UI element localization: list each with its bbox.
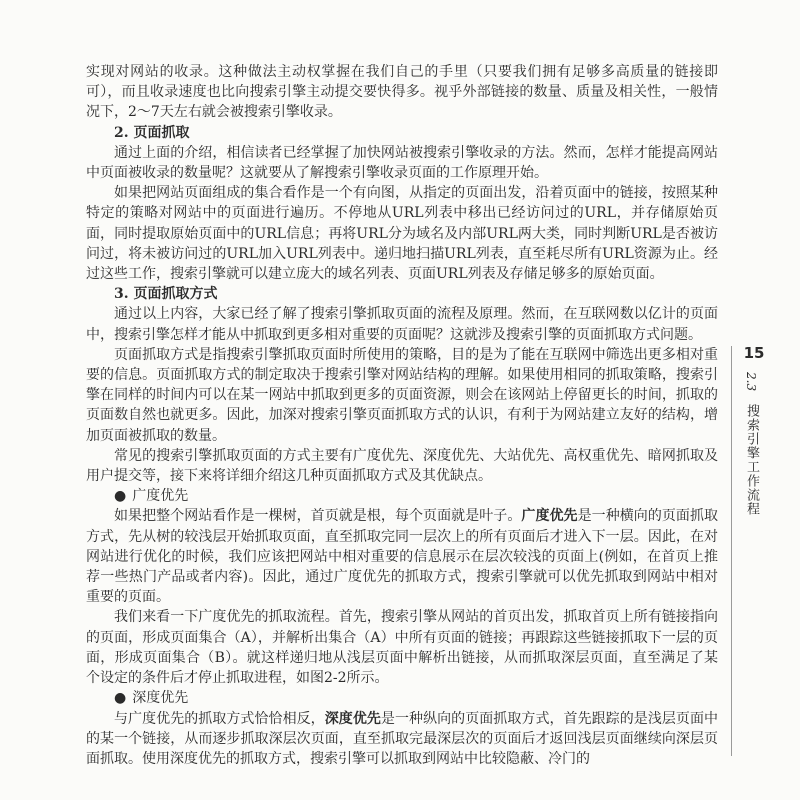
paragraph bbox=[86, 709, 718, 770]
paragraph: 常见的搜索引擎抓取页面的方式主要有广度优先、深度优先、大站优先、高权重优先、暗网抓取及用户提交等，接下来将详细介绍这几种页面抓取方式及其优缺点。 bbox=[86, 447, 718, 485]
paragraph: 我们来看一下广度优先的抓取流程。首先，搜索引擎从网站的首页出发，抓取首页上所有链接指向的页面，形成页面集合（A），并解析出集合（A）中所有页面的链接；再跟踪这些链接抓取下一层的页面，形成页面集合（B）。就这样递归地从浅层页面中解析出链接，从而抓取深层页面，直至满足了某个设定的条件后才停止抓取进程，如图2-2所示。 bbox=[86, 609, 718, 687]
bullet-icon: ● bbox=[114, 488, 127, 505]
bold-term: 广度优先 bbox=[521, 508, 578, 525]
running-section-number: 2.3 bbox=[744, 372, 758, 392]
paragraph: 通过以上内容，大家已经了解了搜索引擎抓取页面的流程及原理。然而，在互联网数以亿计的页面中，搜索引擎怎样才能从中抓取到更多相对重要的页面呢？这就涉及搜索引擎的页面抓取方式问题。 bbox=[86, 306, 718, 343]
bullet-icon: ● bbox=[114, 690, 127, 707]
paragraph-text: 如果把整个网站看作是一棵树，首页就是根，每个页面就是叶子。 bbox=[114, 508, 522, 525]
running-section-title: 搜索引擎工作流程 bbox=[744, 404, 759, 516]
page-number: 15 bbox=[743, 344, 765, 362]
bullet-heading-text: 深度优先 bbox=[132, 690, 189, 707]
paragraph-text: 与广度优先的抓取方式恰恰相反， bbox=[114, 710, 325, 727]
paragraph-text: 是一种横向的页面抓取方式，先从树的较浅层开始抓取页面，直至抓取完同一层次上的所有页面后才进入下一层。因此，在对网站进行优化的时候，我们应该把网站中相对重要的信息展示在层次较浅的页面上(例如，在首页上推荐一些热门产品或者内容)。因此，通过广度优先的抓取方式，搜索引擎就可以优先抓取到网站中相对重要的页面。 bbox=[86, 508, 719, 606]
bullet-heading bbox=[86, 688, 718, 708]
paragraph: 如果把网站页面组成的集合看作是一个有向图，从指定的页面出发，沿着页面中的链接，按照某种特定的策略对网站中的页面进行遍历。不停地从URL列表中移出已经访问过的URL，并存储原始页面，同时提取原始页面中的URL信息；再将URL分为域名及内部URL两大类，同时判断URL是否被访问过，将未被访问过的URL加入URL列表中。递归地扫描URL列表，直至耗尽所有URL资源为止。经过这些工作，搜索引擎就可以建立庞大的域名列表、页面URL列表及存储足够多的原始页面。 bbox=[86, 185, 718, 283]
bullet-heading-text: 广度优先 bbox=[132, 488, 189, 505]
paragraph-text: 是一种纵向的页面抓取方式，首先跟踪的是浅层页面中的某一个链接，从而逐步抓取深层次页面，直至抓取完最深层次的页面后才返回浅层页面继续向深层页面抓取。使用深度优先的抓取方式，搜索引擎可以抓取到网站中比较隐蔽、冷门的 bbox=[86, 710, 719, 767]
bullet-heading bbox=[86, 486, 718, 506]
section-heading: 3. 页面抓取方式 bbox=[114, 286, 218, 303]
margin-rule bbox=[731, 346, 732, 756]
paragraph: 实现对网站的收录。这种做法主动权掌握在我们自己的手里（只要我们拥有足够多高质量的链接即可），而且收录速度也比向搜索引擎主动提交要快得多。视乎外部链接的数量、质量及相关性，一般情况下，2～7天左右就会被搜索引擎收录。 bbox=[86, 64, 718, 121]
bold-term: 深度优先 bbox=[324, 710, 381, 727]
paragraph bbox=[86, 506, 718, 607]
paragraph: 页面抓取方式是指搜索引擎抓取页面时所使用的策略，目的是为了能在互联网中筛选出更多相对重要的信息。页面抓取方式的制定取决于搜索引擎对网站结构的理解。如果使用相同的抓取策略，搜索引擎在同样的时间内可以在某一网站中抓取到更多的页面资源，则会在该网站上停留更长的时间，抓取的页面数自然也就更多。因此，加深对搜索引擎页面抓取方式的认识，有利于为网站建立友好的结构，增加页面被抓取的数量。 bbox=[86, 346, 718, 444]
paragraph: 通过上面的介绍，相信读者已经掌握了加快网站被搜索引擎收录的方法。然而，怎样才能提高网站中页面被收录的数量呢？这就要从了解搜索引擎收录页面的工作原理开始。 bbox=[86, 144, 718, 182]
page-body bbox=[86, 62, 718, 769]
section-heading: 2. 页面抓取 bbox=[114, 124, 190, 141]
